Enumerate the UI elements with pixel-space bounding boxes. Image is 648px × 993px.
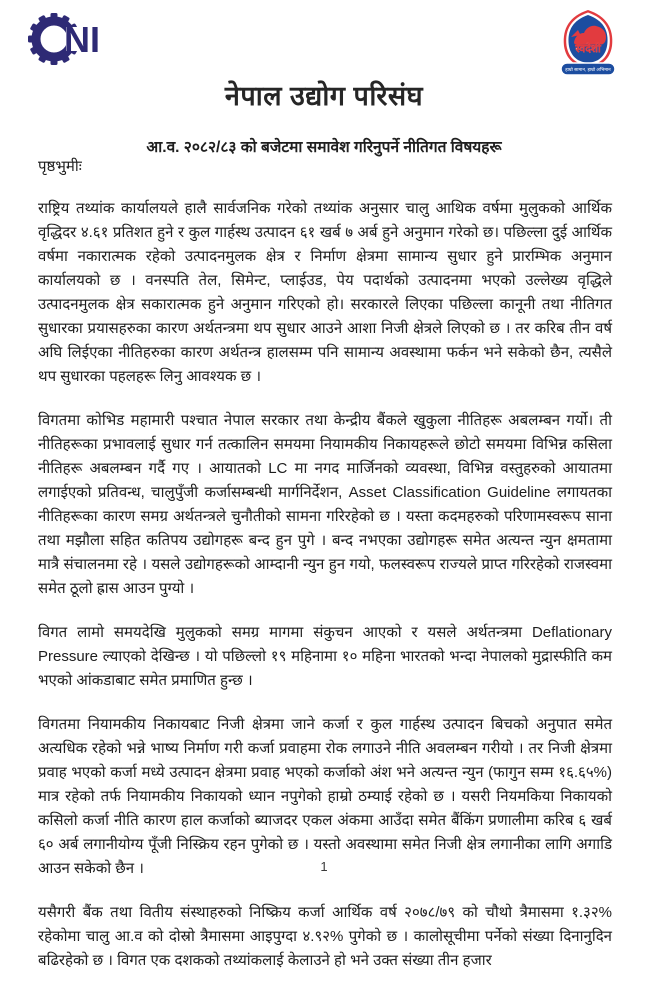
cni-logo-text: NI bbox=[64, 19, 100, 60]
paragraph-4: विगतमा नियामकीय निकायबाट निजी क्षेत्रमा जाने कर्जा र कुल गार्हस्थ उत्पादन बिचको अनुपात समेत अत्यधिक रहेको भन्ने भाष्य निर्माण गरी कर्जा प्रवाहमा रोक लगाउने नीति अवलम्बन गरीयो । तर निजी क्षेत्रमा प्रवाह भएको कर्जा मध्ये उत्पादन क्षेत्रमा प्रवाह भएको कर्जाको अंश भने अत्यन्त न्युन (फागुन सम्म १६.६५%) मात्र रहेको तर्फ नियामकीय निकायको ध्यान नपुगेको हाम्रो ठम्याई रहेको छ । यसरी नियमकिया निकायको कसिलो कर्जा नीति कारण हाल कर्जाको ब्याजदर एकल अंकमा आउँदा समेत बैंकिंग प्रणालीमा करिब ६ खर्ब ६० अर्ब लगानीयोग्य पूँजी निस्क्रिय रहन पुगेको छ । यस्तो अवस्थामा समेत निजी क्षेत्र लगानीका लागि अगाडि आउन सकेको छैन । bbox=[38, 716, 612, 877]
title-block bbox=[0, 76, 648, 157]
paragraph-3: विगत लामो समयदेखि मुलुकको समग्र मागमा संकुचन आएको र यसले अर्थतन्त्रमा Deflationary Pressure ल्याएको देखिन्छ । यो पछिल्लो १९ महिनामा १० महिना भारतको भन्दा नेपालको मुद्रास्फीति कम भएको आंकडाबाट समेत प्रमाणित हुन्छ । bbox=[38, 624, 612, 689]
swadeshi-rhino-icon bbox=[554, 8, 622, 80]
page-subtitle: आ.व. २०८२/८३ को बजेटमा समावेश गरिनुपर्ने नीतिगत विषयहरू bbox=[146, 139, 502, 156]
swadeshi-tagline: हाम्रो सामान, हाम्रो अभिमान bbox=[565, 67, 611, 72]
cni-logo bbox=[28, 10, 114, 68]
paragraph-5: यसैगरी बैंक तथा वितीय संस्थाहरुको निष्क्रिय कर्जा आर्थिक वर्ष २०७८/७९ को चौथो त्रैमासमा १.३२% रहेकोमा चालु आ.व को दोस्रो त्रैमासमा आइपुग्दा ४.९२% पुगेको छ । कालोसूचीमा पर्नेको संख्या दिनानुदिन बढिरहेको छ । विगत एक दशकको तथ्यांकलाई केलाउने हो भने उक्त संख्या तीन हजार bbox=[38, 904, 612, 969]
swadeshi-logo-text: स्वदेशी bbox=[575, 43, 601, 55]
page-number: 1 bbox=[320, 859, 328, 874]
swadeshi-logo bbox=[554, 8, 622, 80]
paragraph-2: विगतमा कोभिड महामारी पश्चात नेपाल सरकार तथा केन्द्रीय बैंकले खुकुला नीतिहरू अबलम्बन गर्यो। ती नीतिहरूका प्रभावलाई सुधार गर्न तत्कालिन समयमा नियामकीय निकायहरूले छोटो समयमा विभिन्न कसिला नीतिहरू अबलम्बन गर्दै गए । आयातको LC मा नगद मार्जिनको व्यवस्था, विभिन्न वस्तुहरुको आयातमा लगाईएको प्रतिवन्ध, चालुपुँजी कर्जासम्बन्धी मार्गनिर्देशन, Asset Classification Guideline लगायतका नीतिहरूका कारण समग्र अर्थतन्त्रले चुनौतीको सामना गरिरहेको छ । यस्ता कदमहरुको परिणामस्वरूप साना तथा मझौला सहित कतिपय उद्योगहरू बन्द हुन पुगे । बन्द नभएका उद्योगहरू समेत अत्यन्त न्युन क्षमतामा मात्रै संचालनमा रहे । यसले उद्योगहरूको आम्दानी न्युन हुन गयो, फलस्वरूप राज्यले प्राप्त गरिरहेको राजस्वमा समेत ठूलो ह्रास आउन पुग्यो । bbox=[38, 412, 612, 597]
page-title: नेपाल उद्योग परिसंघ bbox=[224, 81, 424, 111]
section-heading: पृष्ठभुमीः bbox=[38, 158, 82, 175]
paragraph-1: राष्ट्रिय तथ्यांक कार्यालयले हालै सार्वजनिक गरेको तथ्यांक अनुसार चालु आथिक वर्षमा मुलुकको आर्थिक वृद्धिदर ४.६१ प्रतिशत हुने र कुल गार्हस्थ उत्पादन ६१ खर्ब ७ अर्ब हुने अनुमान गरेको छ। पछिल्ला दुई आर्थिक वर्षमा नकारात्मक रहेको उत्पादनमुलक क्षेत्र र निर्माण क्षेत्रमा सामान्य सुधार हुने प्रारम्भिक अनुमान कार्यालयको छ । वनस्पति तेल, सिमेन्ट, प्लाईउड, पेय पदार्थको उत्पादनमा भएको उल्लेख्य वृद्धिले उत्पादनमुलक क्षेत्र सकारात्मक हुने अनुमान गरिएको हो। सरकारले लिएका पछिल्ला कानूनी तथा नीतिगत सुधारका प्रयासहरुका कारण अर्थतन्त्रमा थप सुधार आउने आशा निजी क्षेत्रले लिएको छ । तर करिब तीन वर्ष अघि लिईएका नीतिहरुका कारण अर्थतन्त्र हालसम्म पनि सामान्य अवस्थामा फर्कन भने सकेको छैन, त्यसैले थप सुधारका पहलहरू लिनु आवश्यक छ । bbox=[38, 200, 612, 385]
cni-gear-icon bbox=[28, 10, 114, 68]
